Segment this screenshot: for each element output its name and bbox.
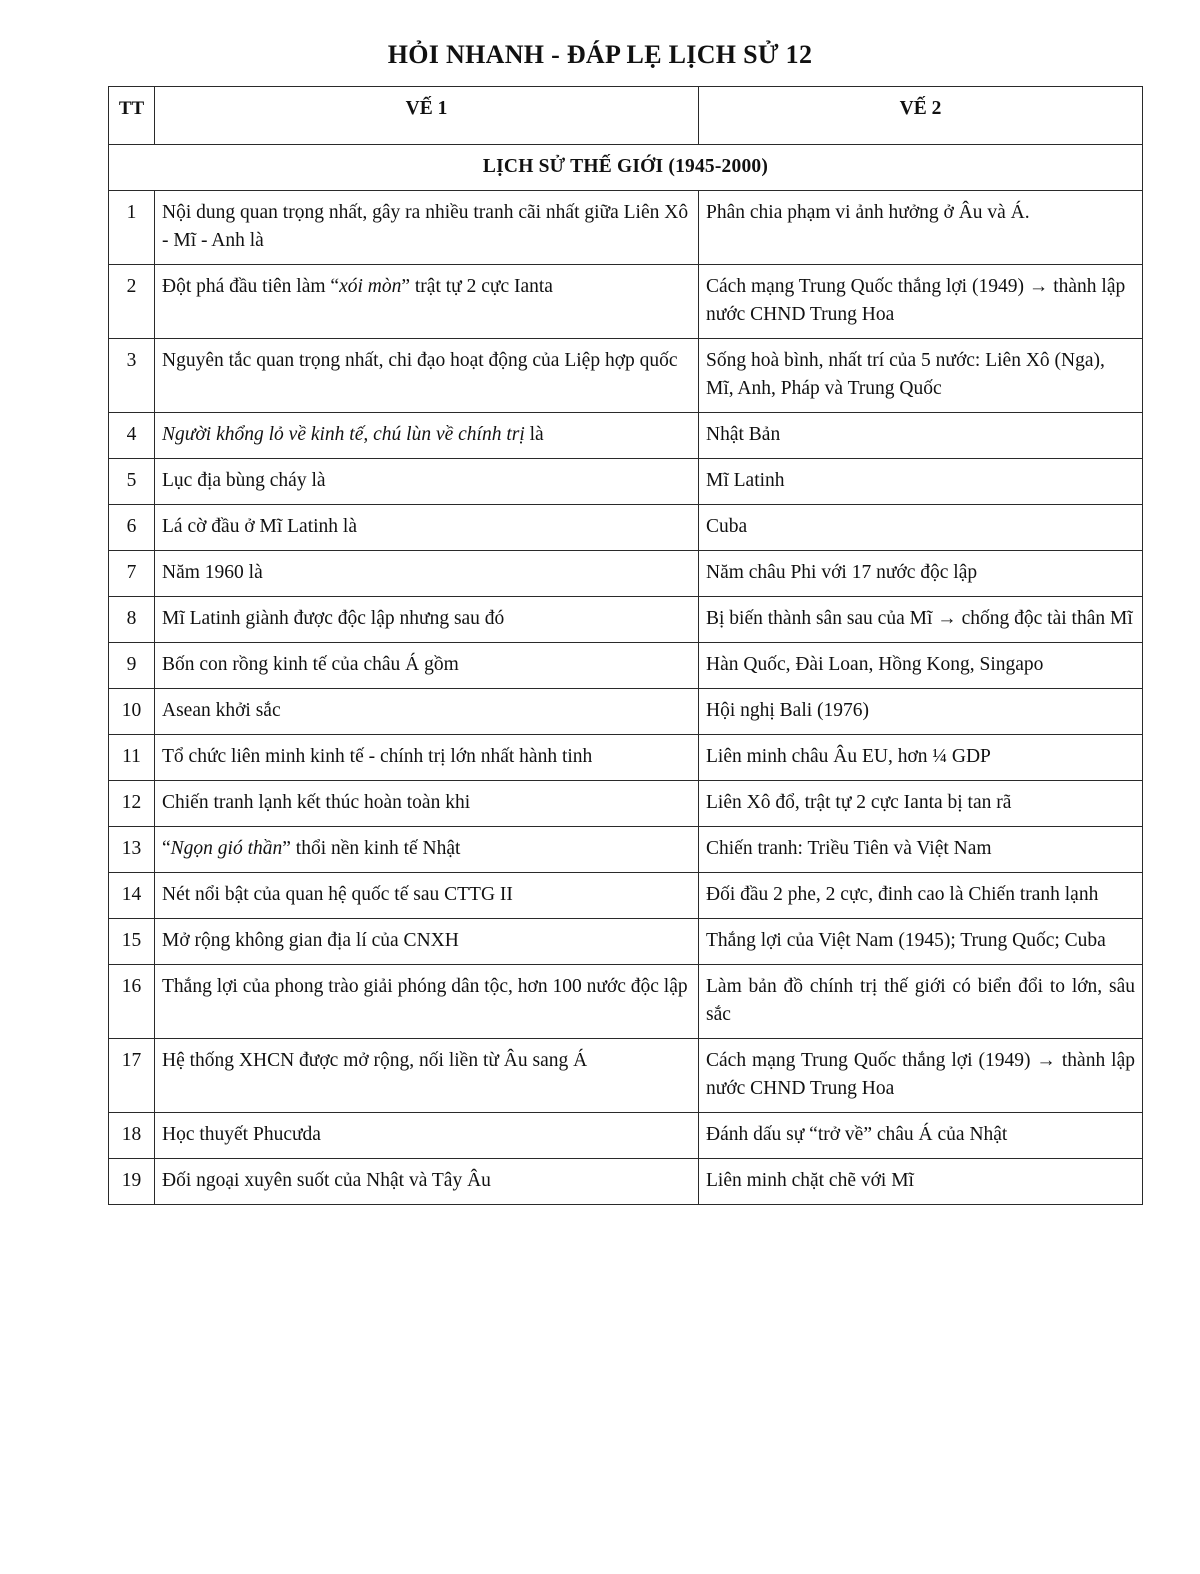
cell-ve1-suffix: ” thổi nền kinh tế Nhật xyxy=(282,838,461,859)
cell-ve2: Đánh dấu sự “trở về” châu Á của Nhật xyxy=(699,1113,1143,1159)
column-header-tt: TT xyxy=(109,87,155,145)
table-row xyxy=(109,597,1143,643)
table-row xyxy=(109,1113,1143,1159)
column-header-ve2: VẾ 2 xyxy=(699,87,1143,145)
cell-ve2: Cách mạng Trung Quốc thắng lợi (1949) → thành lập nước CHND Trung Hoa xyxy=(699,1039,1143,1113)
cell-ve2: Thắng lợi của Việt Nam (1945); Trung Quốc; Cuba xyxy=(699,919,1143,965)
row-number: 19 xyxy=(109,1159,155,1205)
cell-ve2: Nhật Bản xyxy=(699,413,1143,459)
cell-ve1: Đối ngoại xuyên suốt của Nhật và Tây Âu xyxy=(155,1159,699,1205)
section-header-row xyxy=(109,145,1143,191)
cell-ve2: Làm bản đồ chính trị thế giới có biển đổi to lớn, sâu sắc xyxy=(699,965,1143,1039)
section-title: LỊCH SỬ THẾ GIỚI (1945-2000) xyxy=(109,145,1143,191)
table-row xyxy=(109,965,1143,1039)
qa-table-container xyxy=(108,86,1142,1205)
row-number: 6 xyxy=(109,505,155,551)
table-row xyxy=(109,265,1143,339)
row-number: 11 xyxy=(109,735,155,781)
table-row xyxy=(109,689,1143,735)
row-number: 17 xyxy=(109,1039,155,1113)
cell-ve1 xyxy=(155,827,699,873)
table-row xyxy=(109,735,1143,781)
cell-ve1: Chiến tranh lạnh kết thúc hoàn toàn khi xyxy=(155,781,699,827)
row-number: 15 xyxy=(109,919,155,965)
cell-ve1-emphasis: Người khổng lỏ về kinh tế, chú lùn về chính trị xyxy=(162,424,525,445)
table-row xyxy=(109,191,1143,265)
cell-ve1: Lục địa bùng cháy là xyxy=(155,459,699,505)
table-row xyxy=(109,1039,1143,1113)
row-number: 16 xyxy=(109,965,155,1039)
cell-ve2: Sống hoà bình, nhất trí của 5 nước: Liên Xô (Nga), Mĩ, Anh, Pháp và Trung Quốc xyxy=(699,339,1143,413)
cell-ve1: Asean khởi sắc xyxy=(155,689,699,735)
row-number: 5 xyxy=(109,459,155,505)
running-header xyxy=(0,0,1200,14)
cell-ve1-suffix: là xyxy=(524,424,544,445)
table-row xyxy=(109,339,1143,413)
cell-ve2: Năm châu Phi với 17 nước độc lập xyxy=(699,551,1143,597)
cell-ve1: Hệ thống XHCN được mở rộng, nối liền từ Âu sang Á xyxy=(155,1039,699,1113)
cell-ve1: Nguyên tắc quan trọng nhất, chi đạo hoạt động của Liệp hợp quốc xyxy=(155,339,699,413)
table-row xyxy=(109,781,1143,827)
table-row xyxy=(109,827,1143,873)
cell-ve1 xyxy=(155,265,699,339)
row-number: 8 xyxy=(109,597,155,643)
cell-ve1: Bốn con rồng kinh tế của châu Á gồm xyxy=(155,643,699,689)
cell-ve1-prefix: “ xyxy=(162,838,171,859)
row-number: 12 xyxy=(109,781,155,827)
row-number: 3 xyxy=(109,339,155,413)
table-row xyxy=(109,873,1143,919)
row-number: 1 xyxy=(109,191,155,265)
column-header-ve1: VẾ 1 xyxy=(155,87,699,145)
row-number: 4 xyxy=(109,413,155,459)
cell-ve2: Phân chia phạm vi ảnh hưởng ở Âu và Á. xyxy=(699,191,1143,265)
table-row xyxy=(109,413,1143,459)
cell-ve1-emphasis: xói mòn xyxy=(339,276,402,297)
cell-ve1: Tổ chức liên minh kinh tế - chính trị lớn nhất hành tinh xyxy=(155,735,699,781)
cell-ve2: Hàn Quốc, Đài Loan, Hồng Kong, Singapo xyxy=(699,643,1143,689)
qa-table xyxy=(108,86,1143,1205)
cell-ve1 xyxy=(155,413,699,459)
table-row xyxy=(109,551,1143,597)
cell-ve2: Bị biến thành sân sau của Mĩ → chống độc tài thân Mĩ xyxy=(699,597,1143,643)
cell-ve1: Năm 1960 là xyxy=(155,551,699,597)
table-row xyxy=(109,459,1143,505)
table-row xyxy=(109,643,1143,689)
row-number: 14 xyxy=(109,873,155,919)
cell-ve1-suffix: ” trật tự 2 cực Ianta xyxy=(401,276,553,297)
cell-ve2: Cuba xyxy=(699,505,1143,551)
cell-ve1-emphasis: Ngọn gió thần xyxy=(170,838,283,859)
cell-ve2: Liên Xô đổ, trật tự 2 cực Ianta bị tan rã xyxy=(699,781,1143,827)
table-header-row xyxy=(109,87,1143,145)
cell-ve2: Liên minh châu Âu EU, hơn ¼ GDP xyxy=(699,735,1143,781)
row-number: 2 xyxy=(109,265,155,339)
cell-ve2: Chiến tranh: Triều Tiên và Việt Nam xyxy=(699,827,1143,873)
cell-ve1: Mở rộng không gian địa lí của CNXH xyxy=(155,919,699,965)
table-row xyxy=(109,505,1143,551)
cell-ve2: Đối đầu 2 phe, 2 cực, đinh cao là Chiến tranh lạnh xyxy=(699,873,1143,919)
cell-ve2: Cách mạng Trung Quốc thắng lợi (1949) → thành lập nước CHND Trung Hoa xyxy=(699,265,1143,339)
table-row xyxy=(109,919,1143,965)
row-number: 10 xyxy=(109,689,155,735)
cell-ve1: Nội dung quan trọng nhất, gây ra nhiều tranh cãi nhất giữa Liên Xô - Mĩ - Anh là xyxy=(155,191,699,265)
cell-ve1: Học thuyết Phucưda xyxy=(155,1113,699,1159)
cell-ve2: Liên minh chặt chẽ với Mĩ xyxy=(699,1159,1143,1205)
page-title: HỎI NHANH - ĐÁP LẸ LỊCH SỬ 12 xyxy=(387,40,813,70)
cell-ve1: Mĩ Latinh giành được độc lập nhưng sau đó xyxy=(155,597,699,643)
cell-ve2: Mĩ Latinh xyxy=(699,459,1143,505)
row-number: 18 xyxy=(109,1113,155,1159)
cell-ve1: Lá cờ đầu ở Mĩ Latinh là xyxy=(155,505,699,551)
cell-ve1: Thắng lợi của phong trào giải phóng dân tộc, hơn 100 nước độc lập xyxy=(155,965,699,1039)
row-number: 7 xyxy=(109,551,155,597)
cell-ve2: Hội nghị Bali (1976) xyxy=(699,689,1143,735)
row-number: 13 xyxy=(109,827,155,873)
row-number: 9 xyxy=(109,643,155,689)
cell-ve1-prefix: Đột phá đầu tiên làm “ xyxy=(162,276,340,297)
footer-faint-text xyxy=(140,1562,740,1574)
table-row xyxy=(109,1159,1143,1205)
cell-ve1: Nét nổi bật của quan hệ quốc tế sau CTTG II xyxy=(155,873,699,919)
